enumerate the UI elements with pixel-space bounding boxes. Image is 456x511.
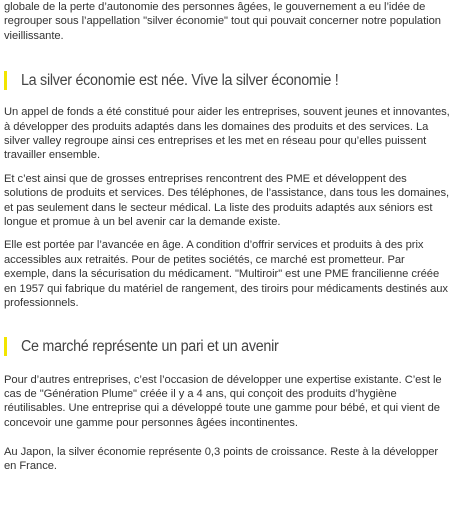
paragraph-spacer — [4, 430, 450, 444]
section-heading-marche-pari — [4, 336, 450, 358]
heading-accent-bar — [4, 71, 7, 90]
paragraph-grosses-entreprises: Et c’est ainsi que de grosses entreprises rencontrent des PME et développent des solutions de produits et services. Des téléphones, de l’assistance, dans tous les domaines, et pas seulement dans le secteur médical. La liste des produits adaptés aux séniors est longue et promue à un bel avenir car la demande existe. — [4, 172, 450, 229]
article-body — [4, 0, 450, 473]
paragraph-appel-de-fonds: Un appel de fonds a été constitué pour aider les entreprises, souvent jeunes et innovantes, à développer des produits adaptés dans les domaines des produits et des services. La silver valley regroupe ainsi ces entreprises et les met en réseau pour qu’elles puissent travailler ensemble. — [4, 106, 450, 162]
section-heading-silver-economie — [4, 70, 450, 92]
intro-paragraph: globale de la perte d’autonomie des personnes âgées, le gouvernement a eu l’idée de regrouper sous l’appellation "silver économie" tout qui pouvait concerner notre population vieillissante. — [4, 1, 441, 42]
paragraph-japon: Au Japon, la silver économie représente 0,3 points de croissance. Reste à la développer en France. — [4, 445, 439, 472]
paragraph-avancee-en-age: Elle est portée par l’avancée en âge. A condition d’offrir services et produits à des prix accessibles aux retraités. Pour de petites sociétés, ce marché est prometteur. Par exemple, dans la sécurisation du médicament. "Multiroir" est une PME francilienne créée en 1957 qui fabrique du matériel de rangement, des tiroirs pour médicaments destinés aux professionnels. — [4, 239, 448, 310]
paragraph-autres-entreprises: Pour d’autres entreprises, c’est l’occasion de développer une expertise existante. C’est le cas de "Génération Plume" créée il y a 4 ans, qui conçoit des produits d’hygiène réutilisables. Une entreprise qui a développé toute une gamme pour bébé, et qui vient de concevoir une gamme pour personnes âgées incontinentes. — [4, 373, 442, 429]
heading-accent-bar — [4, 337, 7, 356]
section-heading-title: La silver économie est née. Vive la silver économie ! — [21, 72, 339, 90]
section-heading-title: Ce marché représente un pari et un avenir — [21, 337, 279, 355]
